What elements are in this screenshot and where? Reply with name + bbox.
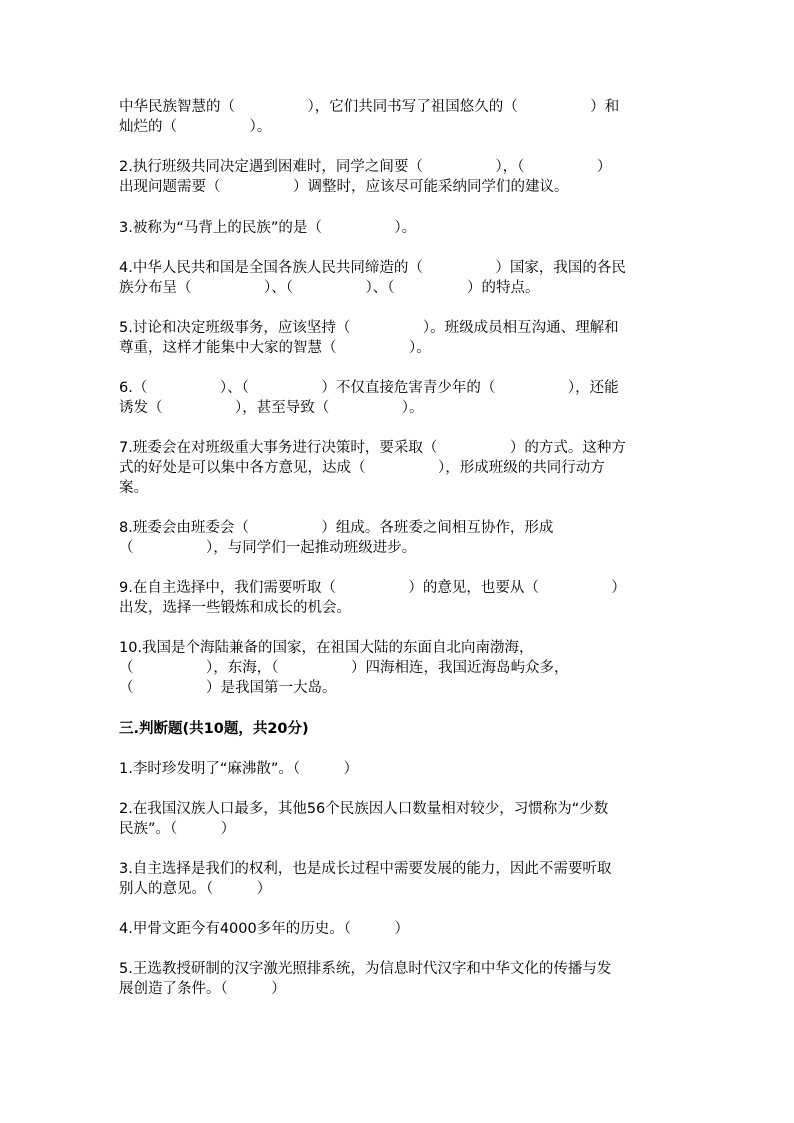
question-line: 4.甲骨文距今有4000多年的历史。（ ） bbox=[119, 921, 409, 937]
question-line: 2.在我国汉族人口最多，其他56个民族因人口数量相对较少，习惯称为“少数 bbox=[119, 801, 609, 817]
question-line: 3.自主选择是我们的权利，也是成长过程中需要发展的能力，因此不需要听取 bbox=[119, 861, 612, 877]
question-line: （ ），与同学们一起推动班级进步。 bbox=[119, 540, 417, 556]
question-line: 10.我国是个海陆兼备的国家，在祖国大陆的东面自北向南渤海， bbox=[119, 640, 534, 656]
question-line: 6.（ ）、（ ）不仅直接危害青少年的（ ），还能 bbox=[119, 380, 619, 396]
question-line: 展创造了条件。（ ） bbox=[119, 981, 286, 997]
question-line: 3.被称为“马背上的民族”的是（ ）。 bbox=[119, 220, 417, 236]
question-line: 8.班委会由班委会（ ）组成。各班委之间相互协作，形成 bbox=[119, 520, 554, 536]
question-line: 5.讨论和决定班级事务，应该坚持（ ）。班级成员相互沟通、理解和 bbox=[119, 320, 619, 336]
fill-in-question-2 bbox=[119, 157, 679, 197]
question-line: （ ）是我国第一大岛。 bbox=[119, 680, 337, 696]
question-line: 出发，选择一些锻炼和成长的机会。 bbox=[119, 600, 351, 616]
fill-in-question-1-continued bbox=[119, 97, 679, 137]
true-false-question-4 bbox=[119, 919, 679, 939]
question-line: 1.李时珍发明了“麻沸散”。（ ） bbox=[119, 761, 359, 777]
question-line: 尊重，这样才能集中大家的智慧（ ）。 bbox=[119, 340, 431, 356]
true-false-question-2 bbox=[119, 799, 679, 839]
question-line: 2.执行班级共同决定遇到困难时，同学之间要（ ），（ ） bbox=[119, 159, 612, 175]
fill-in-question-10 bbox=[119, 638, 679, 698]
question-line: 案。 bbox=[119, 480, 148, 496]
true-false-question-3 bbox=[119, 859, 679, 899]
fill-in-question-7 bbox=[119, 438, 679, 498]
fill-in-question-5 bbox=[119, 318, 679, 358]
question-line: （ ），东海，（ ）四海相连，我国近海岛屿众多， bbox=[119, 660, 569, 676]
fill-in-question-4 bbox=[119, 258, 679, 298]
question-line: 5.王选教授研制的汉字激光照排系统，为信息时代汉字和中华文化的传播与发 bbox=[119, 961, 612, 977]
true-false-question-5 bbox=[119, 959, 679, 999]
fill-in-question-8 bbox=[119, 518, 679, 558]
question-line: 灿烂的（ ）。 bbox=[119, 119, 272, 135]
question-line: 民族”。（ ） bbox=[119, 821, 236, 837]
question-line: 式的好处是可以集中各方意见，达成（ ），形成班级的共同行动方 bbox=[119, 460, 605, 476]
question-line: 出现问题需要（ ）调整时，应该尽可能采纳同学们的建议。 bbox=[119, 179, 569, 195]
question-line: 中华民族智慧的（ ），它们共同书写了祖国悠久的（ ）和 bbox=[119, 99, 620, 115]
question-line: 诱发（ ），甚至导致（ ）。 bbox=[119, 400, 424, 416]
question-line: 9.在自主选择中，我们需要听取（ ）的意见，也要从（ ） bbox=[119, 580, 626, 596]
question-line: 别人的意见。（ ） bbox=[119, 881, 272, 897]
fill-in-question-3 bbox=[119, 218, 679, 238]
section-three-heading bbox=[119, 719, 679, 739]
section-title: 三.判断题(共10题，共20分) bbox=[119, 721, 309, 737]
question-line: 7.班委会在对班级重大事务进行决策时，要采取（ ）的方式。这种方 bbox=[119, 440, 626, 456]
fill-in-question-6 bbox=[119, 378, 679, 418]
question-line: 族分布呈（ ）、（ ）、（ ）的特点。 bbox=[119, 280, 540, 296]
true-false-question-1 bbox=[119, 759, 679, 779]
fill-in-question-9 bbox=[119, 578, 679, 618]
question-line: 4.中华人民共和国是全国各族人民共同缔造的（ ）国家，我国的各民 bbox=[119, 260, 626, 276]
